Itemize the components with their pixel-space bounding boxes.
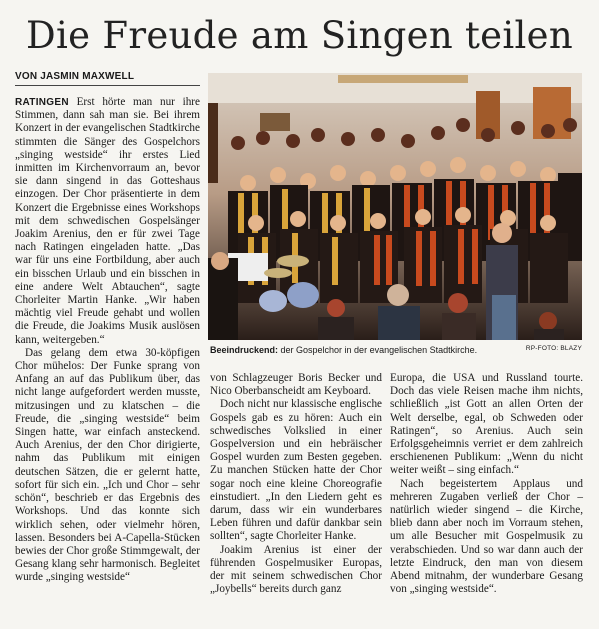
article-paragraph: Joakim Arenius ist einer der führenden Gospelmusiker Europas, der mit seinem schwedischen Chor „Joybells“ bereits durch ganz — [210, 543, 382, 596]
article-column-1 — [15, 96, 200, 585]
article-paragraph: Nach begeistertem Applaus und mehreren Zugaben verließ der Chor – natürlich wieder singend – die Kirche, blieb dann aber noch im Vorraum stehen, um alle Besucher mit Gospelmusik zu verabschieden. Und so war dann auch der letzte Eindruck, den man von diesem Abend mitnahm, der wunderbare Gesang von „singing westside“. — [390, 477, 583, 596]
article-paragraph: von Schlagzeuger Boris Becker und Nico Oberbanscheidt am Keyboard. — [210, 372, 382, 398]
choir-photo-image — [208, 73, 582, 340]
article-paragraph: Europa, die USA und Russland tourte. Doch das viele Reisen mache ihm nichts, schließlich „ist Gott an allen Orten der Welt derselbe, egal, ob Schweden oder Ratingen“, so Arenius. Auch sein Erfolgsgeheimnis verriet er dem zahlreich erschienenen Publikum: „Wenn du nicht weiter weißt – sing einfach.“ — [390, 372, 583, 477]
headline: Die Freude am Singen teilen — [26, 14, 573, 57]
photo-credit: RP-FOTO: BLAZY — [525, 345, 582, 352]
dateline: RATINGEN — [15, 97, 69, 108]
photo-caption — [210, 345, 582, 355]
article-paragraph: Das gelang dem etwa 30-köpfigen Chor mühelos: Der Funke sprang von Anfang an auf das Publikum über, das nicht lange aufgefordert werden musste, mitzusingen und zu klatschen – die Freude, die „singing westside“ beim Singen hatte, war einfach ansteckend. Auch Arenius, der den Chor dirigierte, nahm das Publikum mit einigen deutschen Sätzen, die er gelernt hatte, sofort für sich ein. „Ich und Chor – sehr schön“, beschrieb er das Ergebnis des Workshops. Und das konnte sich wirklich sehen, oder vielmehr hören, lassen. Besonders bei A-Capella-Stücken bewies der Chor große Stimmgewalt, der Gesang klang sehr harmonisch. Begleitet wurde „singing westside“ — [15, 346, 200, 584]
article-paragraph: Doch nicht nur klassische englische Gospels gab es zu hören: Auch ein schwedisches Volkslied in einer Gospelversion und ein hebräischer Gospel wurden zum Besten gegeben. Zu manchen Stücken hatte der Chor sogar noch eine kleine Choreografie einstudiert. „In den Liedern geht es darum, dass wir ein wunderbares Leben führen und dafür dankbar sein sollten“, sagte Chorleiter Hanke. — [210, 398, 382, 543]
choir-photo — [208, 73, 582, 340]
article-column-3 — [390, 372, 583, 596]
byline: VON JASMIN MAXWELL — [15, 71, 200, 86]
caption-lead: Beeindruckend: — [210, 345, 279, 355]
article-paragraph — [15, 96, 200, 347]
article-column-2 — [210, 372, 382, 596]
caption-text: der Gospelchor in der evangelischen Stadtkirche. — [278, 345, 478, 355]
paragraph-text: Erst hörte man nur ihre Stimmen, dann sah man sie. Bei ihrem Konzert in der evangelischen Stadtkirche stimmten die Sänger des Gospelchors „singing westside“ ihr erstes Lied inmitten im Kirchenvorraum an, bevor sie dann singend in das Gotteshaus einzogen. Der Chor präsentierte in dem Konzert die Ergebnisse eines Workshops mit dem schwedischen Gospelsänger Joakim Arenius, den er für zwei Tage nach Ratingen eingeladen hatte. „Das war für uns eine Fortbildung, aber auch ein bisschen Urlaub und ein bisschen in eine andere Welt Abtauchen“, sagte Chorleiter Martin Hanke. „Wir haben mächtig viel Freude gehabt und wollen die Freude, die Joakims Musik auslösen kann, weitergeben.“ — [15, 96, 200, 346]
